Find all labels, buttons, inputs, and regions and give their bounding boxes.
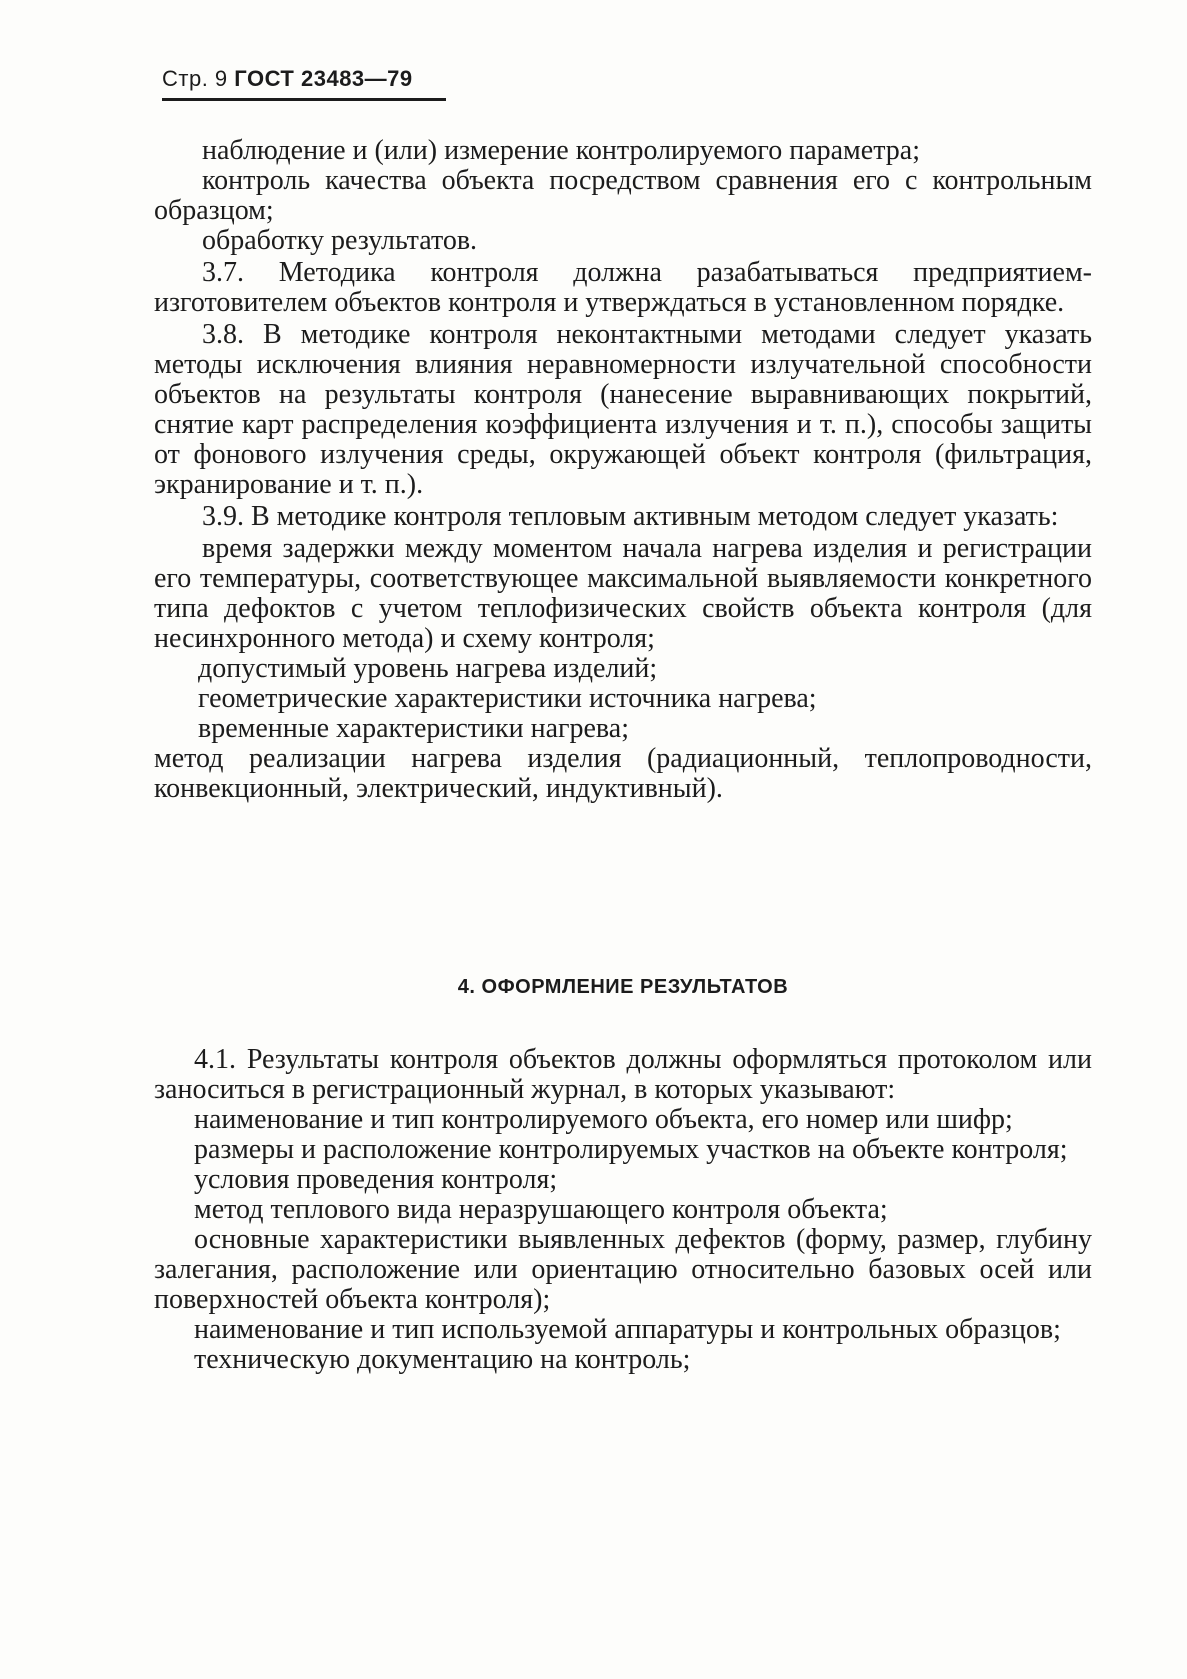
page-header [162,62,413,94]
header-rule [162,98,446,101]
paragraph-4-1: 4.1. Результаты контроля объектов должны оформляться протоколом или заноситься в регистрационный журнал, в которых указывают: [154,1044,1092,1105]
paragraph: метод теплового вида неразрушающего контроля объекта; [194,1194,888,1225]
paragraph: временные характеристики нагрева; [198,713,629,744]
paragraph: наименование и тип используемой аппаратуры и контрольных образцов; [194,1314,1061,1345]
standard-number: ГОСТ 23483—79 [234,66,413,91]
page-label: Стр. 9 [162,66,228,91]
paragraph: обработку результатов. [202,225,478,256]
paragraph: наблюдение и (или) измерение контролируемого параметра; [202,135,920,166]
header-text [162,66,413,91]
paragraph: условия проведения контроля; [194,1164,558,1195]
paragraph: время задержки между моментом начала нагрева изделия и регистрации его температуры, соответствующее максимальной выявляемости конкретного типа дефоктов с учетом теплофизических свойств объекта контроля (для несинхронного метода) и схему контроля; [154,533,1092,654]
paragraph: метод реализации нагрева изделия (радиационный, теплопроводности, конвекционный, электрический, индуктивный). [154,743,1092,804]
paragraph: геометрические характеристики источника нагрева; [198,683,817,714]
paragraph: контроль качества объекта посредством сравнения его с контрольным образцом; [154,165,1092,226]
paragraph: техническую документацию на контроль; [194,1344,691,1375]
paragraph-3-7: 3.7. Методика контроля должна разабатываться предприятием-изготовителем объектов контроля и утверждаться в установленном порядке. [154,257,1092,318]
section-4-body [154,1045,1092,1375]
paragraph-3-8: 3.8. В методике контроля неконтактными методами следует указать методы исключения влияния неравномерности излучательной способности объектов на результаты контроля (нанесение выравнивающих покрытий, снятие карт распределения коэффициента излучения и т. п.), способы защиты от фонового излучения среды, окружающей объект контроля (фильтрация, экранирование и т. п.). [154,319,1092,500]
paragraph: основные характеристики выявленных дефектов (форму, размер, глубину залегания, расположение или ориентацию относительно базовых осей или поверхностей объекта контроля); [154,1224,1092,1315]
section-4-heading: 4. ОФОРМЛЕНИЕ РЕЗУЛЬТАТОВ [457,976,789,998]
paragraph: размеры и расположение контролируемых участков на объекте контроля; [194,1134,1068,1165]
section-3-body [154,136,1092,804]
paragraph: допустимый уровень нагрева изделий; [198,653,658,684]
paragraph-3-9: 3.9. В методике контроля тепловым активным методом следует указать: [202,501,1059,532]
paragraph: наименование и тип контролируемого объекта, его номер или шифр; [194,1104,1013,1135]
